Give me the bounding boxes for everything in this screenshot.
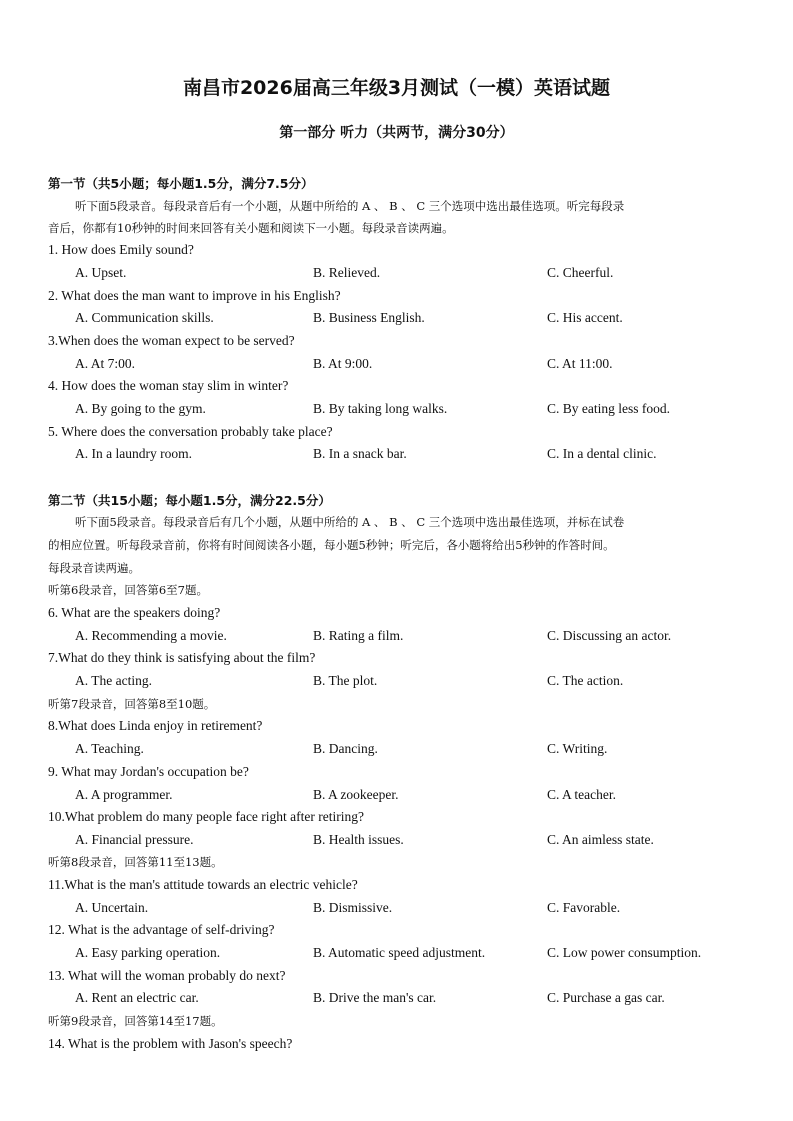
q5-option-c: C. In a dental clinic. xyxy=(547,446,657,461)
listen-cue-6: 听第6段录音，回答第6至7题。 xyxy=(48,583,208,597)
q2-option-b: B. Business English. xyxy=(313,310,425,325)
q11-option-a: A. Uncertain. xyxy=(75,900,149,915)
q4-option-b: B. By taking long walks. xyxy=(313,401,448,416)
q11-option-c: C. Favorable. xyxy=(547,900,621,915)
question-1: 1. How does Emily sound? xyxy=(48,242,194,257)
q13-option-b: B. Drive the man's car. xyxy=(313,990,437,1005)
q9-option-b: B. A zookeeper. xyxy=(313,787,399,802)
question-12: 12. What is the advantage of self-driving? xyxy=(48,922,275,937)
question-2: 2. What does the man want to improve in his English? xyxy=(48,288,341,303)
q1-option-b: B. Relieved. xyxy=(313,265,381,280)
q12-option-a: A. Easy parking operation. xyxy=(75,945,221,960)
question-10: 10.What problem do many people face right after retiring? xyxy=(48,809,364,824)
question-4: 4. How does the woman stay slim in winter? xyxy=(48,378,289,393)
q9-option-a: A. A programmer. xyxy=(75,787,173,802)
q3-option-b: B. At 9:00. xyxy=(313,356,373,371)
q6-option-a: A. Recommending a movie. xyxy=(75,628,227,643)
q5-option-a: A. In a laundry room. xyxy=(75,446,192,461)
q2-option-a: A. Communication skills. xyxy=(75,310,214,325)
question-9: 9. What may Jordan's occupation be? xyxy=(48,764,249,779)
q7-option-a: A. The acting. xyxy=(75,673,152,688)
section-one-instructions-line1: 听下面5段录音。每段录音后有一个小题，从题中所给的 A 、 B 、 C 三个选项中选出最佳选项。听完每段录 xyxy=(75,199,625,213)
q11-option-b: B. Dismissive. xyxy=(313,900,393,915)
section-two-heading: 第二节（共15小题；每小题1.5分，满分22.5分） xyxy=(48,493,331,508)
question-7: 7.What do they think is satisfying about the film? xyxy=(48,650,316,665)
question-6: 6. What are the speakers doing? xyxy=(48,605,221,620)
q8-option-b: B. Dancing. xyxy=(313,741,378,756)
question-13: 13. What will the woman probably do next? xyxy=(48,968,286,983)
q13-option-c: C. Purchase a gas car. xyxy=(547,990,665,1005)
question-11: 11.What is the man's attitude towards an electric vehicle? xyxy=(48,877,358,892)
q4-option-c: C. By eating less food. xyxy=(547,401,670,416)
part-one-heading: 第一部分 听力（共两节，满分30分） xyxy=(279,125,514,141)
section-two-instructions-line3: 每段录音读两遍。 xyxy=(48,561,140,575)
exam-title: 南昌市2026届高三年级3月测试（一模）英语试题 xyxy=(182,77,611,99)
section-two-instructions-line1: 听下面5段录音。每段录音后有几个小题，从题中所给的 A 、 B 、 C 三个选项中选出最佳选项，并标在试卷 xyxy=(75,515,625,529)
q1-option-a: A. Upset. xyxy=(75,265,127,280)
q9-option-c: C. A teacher. xyxy=(547,787,616,802)
q2-option-c: C. His accent. xyxy=(547,310,623,325)
q12-option-b: B. Automatic speed adjustment. xyxy=(313,945,486,960)
q10-option-c: C. An aimless state. xyxy=(547,832,654,847)
q8-option-c: C. Writing. xyxy=(547,741,608,756)
q10-option-a: A. Financial pressure. xyxy=(75,832,194,847)
q6-option-c: C. Discussing an actor. xyxy=(547,628,672,643)
listen-cue-8: 听第8段录音，回答第11至13题。 xyxy=(48,855,223,869)
q10-option-b: B. Health issues. xyxy=(313,832,404,847)
q6-option-b: B. Rating a film. xyxy=(313,628,404,643)
question-5: 5. Where does the conversation probably take place? xyxy=(48,424,333,439)
q4-option-a: A. By going to the gym. xyxy=(75,401,206,416)
q7-option-c: C. The action. xyxy=(547,673,624,688)
q12-option-c: C. Low power consumption. xyxy=(547,945,702,960)
q5-option-b: B. In a snack bar. xyxy=(313,446,407,461)
section-one-instructions-line2: 音后，你都有10秒钟的时间来回答有关小题和阅读下一小题。每段录音读两遍。 xyxy=(48,221,454,235)
q7-option-b: B. The plot. xyxy=(313,673,378,688)
q3-option-c: C. At 11:00. xyxy=(547,356,613,371)
q3-option-a: A. At 7:00. xyxy=(75,356,136,371)
question-14: 14. What is the problem with Jason's speech? xyxy=(48,1036,293,1051)
section-two-instructions-line2: 的相应位置。听每段录音前，你将有时间阅读各小题，每小题5秒钟；听完后，各小题将给出5秒钟的作答时间。 xyxy=(48,538,615,552)
q8-option-a: A. Teaching. xyxy=(75,741,144,756)
q13-option-a: A. Rent an electric car. xyxy=(75,990,199,1005)
question-3: 3.When does the woman expect to be served? xyxy=(48,333,295,348)
section-one-heading: 第一节（共5小题；每小题1.5分，满分7.5分） xyxy=(48,176,314,191)
question-8: 8.What does Linda enjoy in retirement? xyxy=(48,718,263,733)
listen-cue-7: 听第7段录音，回答第8至10题。 xyxy=(48,697,216,711)
q1-option-c: C. Cheerful. xyxy=(547,265,614,280)
listen-cue-9: 听第9段录音，回答第14至17题。 xyxy=(48,1014,223,1028)
